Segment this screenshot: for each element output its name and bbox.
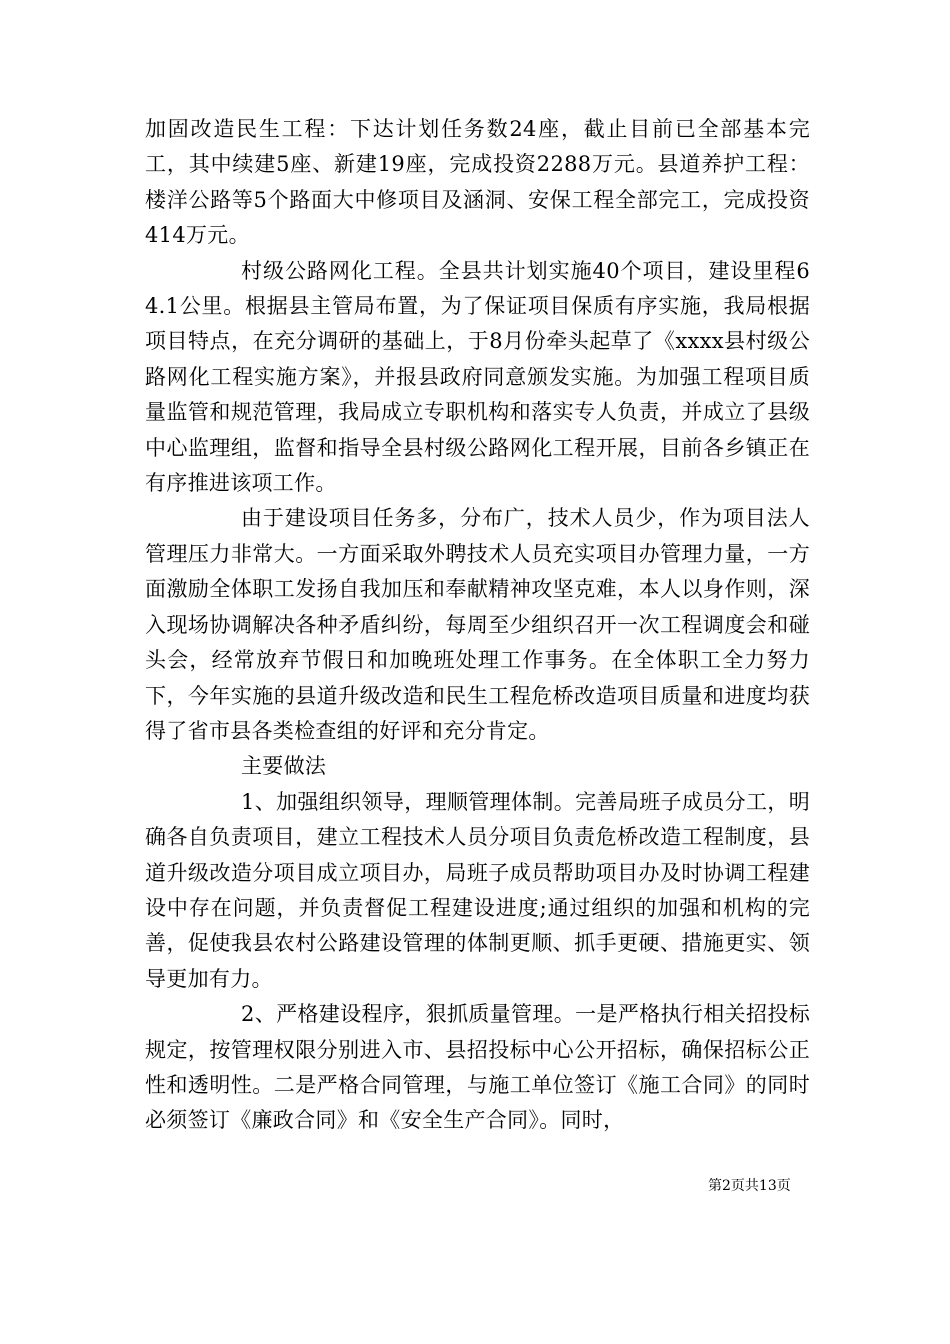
paragraph-infrastructure-summary: 加固改造民生工程：下达计划任务数24座，截止目前已全部基本完工，其中续建5座、新建19座，完成投资2288万元。县道养护工程：楼洋公路等5个路面大中修项目及涵洞、安保工程全部完工，完成投资414万元。: [145, 117, 810, 248]
paragraph-measure-organization: 1、加强组织领导，理顺管理体制。完善局班子成员分工，明确各自负责项目，建立工程技术人员分项目负责危桥改造工程制度，县道升级改造分项目成立项目办，局班子成员帮助项目办及时协调工程建设中存在问题，并负责督促工程建设进度;通过组织的加强和机构的完善，促使我县农村公路建设管理的体制更顺、抓手更硬、措施更实、领导更加有力。: [145, 789, 810, 991]
section-heading-main-practices: 主要做法: [241, 754, 327, 779]
document-body: [145, 112, 810, 1139]
paragraph-management-pressure: 由于建设项目任务多，分布广，技术人员少，作为项目法人管理压力非常大。一方面采取外聘技术人员充实项目办管理力量，一方面激励全体职工发扬自我加压和奉献精神攻坚克难，本人以身作则，深入现场协调解决各种矛盾纠纷，每周至少组织召开一次工程调度会和碰头会，经常放弃节假日和加晚班处理工作事务。在全体职工全力努力下，今年实施的县道升级改造和民生工程危桥改造项目质量和进度均获得了省市县各类检查组的好评和充分肯定。: [145, 506, 810, 743]
paragraph-measure-quality: 2、严格建设程序，狠抓质量管理。一是严格执行相关招投标规定，按管理权限分别进入市、县招投标中心公开招标，确保招标公正性和透明性。二是严格合同管理，与施工单位签订《施工合同》的同时必须签订《廉政合同》和《安全生产合同》。同时，: [145, 1002, 810, 1133]
page-number-indicator: 第2页共13页: [708, 1178, 791, 1194]
paragraph-village-road-network: 村级公路网化工程。全县共计划实施40个项目，建设里程64.1公里。根据县主管局布置，为了保证项目保质有序实施，我局根据项目特点，在充分调研的基础上，于8月份牵头起草了《xxxx县村级公路网化工程实施方案》，并报县政府同意颁发实施。为加强工程项目质量监管和规范管理，我局成立专职机构和落实专人负责，并成立了县级中心监理组，监督和指导全县村级公路网化工程开展，目前各乡镇正在有序推进该项工作。: [145, 258, 810, 496]
